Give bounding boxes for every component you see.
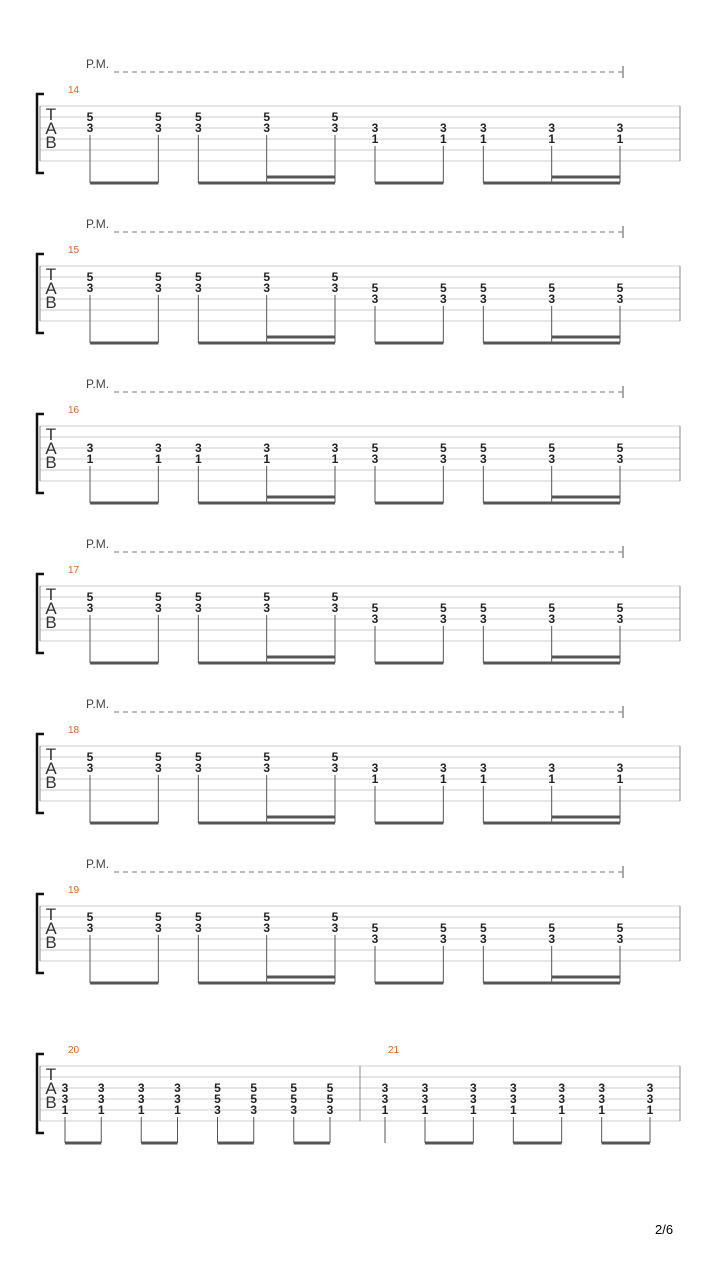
measure-number: 15 <box>68 245 80 256</box>
fret-number: 3 <box>439 452 447 466</box>
fret-number: 5 <box>290 1081 298 1095</box>
tab-clef-letter: B <box>45 773 57 792</box>
fret-number: 5 <box>371 601 379 615</box>
fret-number: 1 <box>548 132 556 146</box>
fret-number: 3 <box>381 1081 389 1095</box>
fret-number: 3 <box>326 1103 334 1117</box>
fret-number: 3 <box>616 932 624 946</box>
fret-number: 5 <box>290 1092 298 1106</box>
fret-number: 1 <box>616 772 624 786</box>
page-number: 2/6 <box>655 1222 674 1237</box>
fret-number: 5 <box>371 921 379 935</box>
fret-number: 5 <box>331 910 339 924</box>
fret-number: 1 <box>548 772 556 786</box>
fret-number: 5 <box>214 1092 221 1106</box>
fret-number: 3 <box>371 121 379 135</box>
fret-number: 1 <box>381 1103 389 1117</box>
fret-number: 3 <box>86 601 94 615</box>
fret-number: 3 <box>439 121 447 135</box>
fret-number: 3 <box>86 921 94 935</box>
fret-number: 5 <box>479 441 487 455</box>
fret-number: 1 <box>154 452 162 466</box>
fret-number: 3 <box>331 601 339 615</box>
fret-number: 3 <box>194 441 202 455</box>
fret-number: 3 <box>548 761 556 775</box>
fret-number: 3 <box>421 1081 429 1095</box>
fret-number: 3 <box>194 921 202 935</box>
fret-number: 3 <box>371 761 379 775</box>
fret-number: 3 <box>97 1081 105 1095</box>
palm-mute-label: P.M. <box>86 57 110 71</box>
fret-number: 3 <box>371 292 379 306</box>
tab-clef-letter: T <box>45 745 57 764</box>
fret-number: 5 <box>154 110 162 124</box>
fret-number: 3 <box>616 452 624 466</box>
fret-number: 3 <box>509 1081 517 1095</box>
fret-number: 5 <box>263 750 271 764</box>
fret-number: 1 <box>371 772 379 786</box>
fret-number: 5 <box>194 910 202 924</box>
fret-number: 3 <box>194 601 202 615</box>
fret-number: 5 <box>326 1092 334 1106</box>
measure-number: 20 <box>68 1045 80 1056</box>
fret-number: 5 <box>616 441 624 455</box>
fret-number: 3 <box>509 1092 517 1106</box>
fret-number: 3 <box>548 292 556 306</box>
fret-number: 5 <box>86 110 94 124</box>
fret-number: 1 <box>509 1103 517 1117</box>
fret-number: 5 <box>548 281 556 295</box>
fret-number: 3 <box>250 1103 258 1117</box>
fret-number: 3 <box>558 1092 566 1106</box>
fret-number: 5 <box>548 441 556 455</box>
fret-number: 5 <box>194 590 202 604</box>
fret-number: 5 <box>616 281 624 295</box>
fret-number: 5 <box>331 270 339 284</box>
tab-clef-letter: T <box>45 425 57 444</box>
fret-number: 3 <box>86 121 94 135</box>
fret-number: 1 <box>137 1103 145 1117</box>
fret-number: 1 <box>616 132 624 146</box>
fret-number: 5 <box>331 750 339 764</box>
tab-clef-letter: B <box>45 933 57 952</box>
fret-number: 5 <box>479 921 487 935</box>
measure-number: 16 <box>68 405 80 416</box>
fret-number: 1 <box>61 1103 69 1117</box>
fret-number: 3 <box>174 1092 181 1106</box>
fret-number: 3 <box>263 761 271 775</box>
fret-number: 3 <box>439 612 447 626</box>
tab-clef-letter: T <box>45 265 57 284</box>
fret-number: 3 <box>558 1081 566 1095</box>
fret-number: 1 <box>331 452 339 466</box>
fret-number: 3 <box>421 1092 429 1106</box>
fret-number: 5 <box>86 590 94 604</box>
palm-mute-label: P.M. <box>86 697 110 711</box>
fret-number: 5 <box>250 1081 258 1095</box>
fret-number: 1 <box>479 132 487 146</box>
fret-number: 5 <box>331 590 339 604</box>
tab-clef-letter: T <box>45 1065 57 1084</box>
fret-number: 3 <box>439 292 447 306</box>
measure-number: 21 <box>388 1045 400 1056</box>
fret-number: 3 <box>154 441 162 455</box>
fret-number: 3 <box>331 761 339 775</box>
fret-number: 5 <box>263 910 271 924</box>
fret-number: 3 <box>616 121 624 135</box>
fret-number: 3 <box>86 441 94 455</box>
fret-number: 1 <box>371 132 379 146</box>
fret-number: 1 <box>479 772 487 786</box>
fret-number: 3 <box>331 921 339 935</box>
fret-number: 3 <box>469 1081 477 1095</box>
tab-clef-letter: A <box>45 919 57 938</box>
fret-number: 1 <box>263 452 271 466</box>
tab-clef-letter: A <box>45 1079 57 1098</box>
fret-number: 3 <box>646 1081 654 1095</box>
fret-number: 3 <box>137 1092 145 1106</box>
fret-number: 5 <box>214 1081 221 1095</box>
fret-number: 3 <box>331 121 339 135</box>
fret-number: 3 <box>331 441 339 455</box>
fret-number: 1 <box>174 1103 181 1117</box>
fret-number: 3 <box>154 921 162 935</box>
fret-number: 5 <box>154 270 162 284</box>
fret-number: 3 <box>371 452 379 466</box>
fret-number: 3 <box>86 281 94 295</box>
fret-number: 3 <box>548 612 556 626</box>
fret-number: 3 <box>194 281 202 295</box>
fret-number: 3 <box>61 1092 69 1106</box>
measure-number: 14 <box>68 85 80 96</box>
fret-number: 3 <box>469 1092 477 1106</box>
fret-number: 1 <box>421 1103 429 1117</box>
fret-number: 5 <box>154 590 162 604</box>
fret-number: 5 <box>194 750 202 764</box>
tab-clef-letter: A <box>45 599 57 618</box>
tab-clef-letter: B <box>45 133 57 152</box>
fret-number: 5 <box>548 601 556 615</box>
fret-number: 3 <box>61 1081 69 1095</box>
fret-number: 5 <box>439 441 447 455</box>
fret-number: 3 <box>263 441 271 455</box>
fret-number: 5 <box>263 270 271 284</box>
tab-clef-letter: A <box>45 759 57 778</box>
tab-clef-letter: T <box>45 905 57 924</box>
fret-number: 5 <box>331 110 339 124</box>
fret-number: 5 <box>154 910 162 924</box>
fret-number: 3 <box>439 932 447 946</box>
fret-number: 5 <box>479 281 487 295</box>
fret-number: 3 <box>86 761 94 775</box>
fret-number: 1 <box>469 1103 477 1117</box>
tab-clef-letter: A <box>45 439 57 458</box>
tab-clef-letter: B <box>45 293 57 312</box>
fret-number: 3 <box>479 452 487 466</box>
palm-mute-label: P.M. <box>86 857 110 871</box>
fret-number: 3 <box>154 121 162 135</box>
fret-number: 3 <box>616 761 624 775</box>
fret-number: 3 <box>646 1092 654 1106</box>
fret-number: 3 <box>548 932 556 946</box>
fret-number: 3 <box>194 761 202 775</box>
fret-number: 3 <box>479 761 487 775</box>
fret-number: 5 <box>194 270 202 284</box>
fret-number: 1 <box>646 1103 654 1117</box>
fret-number: 5 <box>479 601 487 615</box>
measure-number: 17 <box>68 565 80 576</box>
palm-mute-label: P.M. <box>86 377 110 391</box>
fret-number: 3 <box>439 761 447 775</box>
fret-number: 3 <box>214 1103 221 1117</box>
tab-clef-letter: B <box>45 1093 57 1112</box>
fret-number: 5 <box>371 281 379 295</box>
fret-number: 5 <box>194 110 202 124</box>
fret-number: 3 <box>548 121 556 135</box>
fret-number: 3 <box>263 121 271 135</box>
fret-number: 3 <box>97 1092 105 1106</box>
fret-number: 3 <box>371 932 379 946</box>
fret-number: 3 <box>263 601 271 615</box>
fret-number: 3 <box>263 281 271 295</box>
fret-number: 3 <box>616 292 624 306</box>
fret-number: 5 <box>263 110 271 124</box>
fret-number: 1 <box>97 1103 105 1117</box>
fret-number: 1 <box>439 772 447 786</box>
fret-number: 5 <box>616 601 624 615</box>
fret-number: 5 <box>616 921 624 935</box>
palm-mute-label: P.M. <box>86 217 110 231</box>
tab-clef-letter: A <box>45 119 57 138</box>
tab-clef-letter: B <box>45 453 57 472</box>
fret-number: 5 <box>326 1081 334 1095</box>
fret-number: 3 <box>154 601 162 615</box>
fret-number: 5 <box>86 750 94 764</box>
measure-number: 19 <box>68 885 80 896</box>
fret-number: 5 <box>154 750 162 764</box>
fret-number: 5 <box>439 281 447 295</box>
fret-number: 5 <box>250 1092 258 1106</box>
tab-clef-letter: T <box>45 105 57 124</box>
fret-number: 5 <box>371 441 379 455</box>
palm-mute-label: P.M. <box>86 537 110 551</box>
fret-number: 3 <box>479 932 487 946</box>
tab-clef-letter: B <box>45 613 57 632</box>
tab-clef-letter: A <box>45 279 57 298</box>
fret-number: 3 <box>479 292 487 306</box>
fret-number: 3 <box>371 612 379 626</box>
fret-number: 1 <box>558 1103 566 1117</box>
fret-number: 3 <box>174 1081 181 1095</box>
fret-number: 1 <box>86 452 94 466</box>
fret-number: 5 <box>86 270 94 284</box>
fret-number: 3 <box>263 921 271 935</box>
fret-number: 5 <box>439 601 447 615</box>
fret-number: 3 <box>548 452 556 466</box>
fret-number: 3 <box>290 1103 298 1117</box>
tab-clef-letter: T <box>45 585 57 604</box>
fret-number: 5 <box>86 910 94 924</box>
fret-number: 3 <box>381 1092 389 1106</box>
fret-number: 3 <box>154 281 162 295</box>
fret-number: 1 <box>598 1103 606 1117</box>
fret-number: 3 <box>598 1081 606 1095</box>
fret-number: 3 <box>616 612 624 626</box>
fret-number: 1 <box>439 132 447 146</box>
fret-number: 3 <box>479 121 487 135</box>
fret-number: 5 <box>263 590 271 604</box>
fret-number: 5 <box>548 921 556 935</box>
measure-number: 18 <box>68 725 80 736</box>
fret-number: 3 <box>331 281 339 295</box>
fret-number: 3 <box>598 1092 606 1106</box>
fret-number: 3 <box>154 761 162 775</box>
fret-number: 3 <box>479 612 487 626</box>
fret-number: 5 <box>439 921 447 935</box>
fret-number: 3 <box>137 1081 145 1095</box>
fret-number: 3 <box>194 121 202 135</box>
fret-number: 1 <box>194 452 202 466</box>
